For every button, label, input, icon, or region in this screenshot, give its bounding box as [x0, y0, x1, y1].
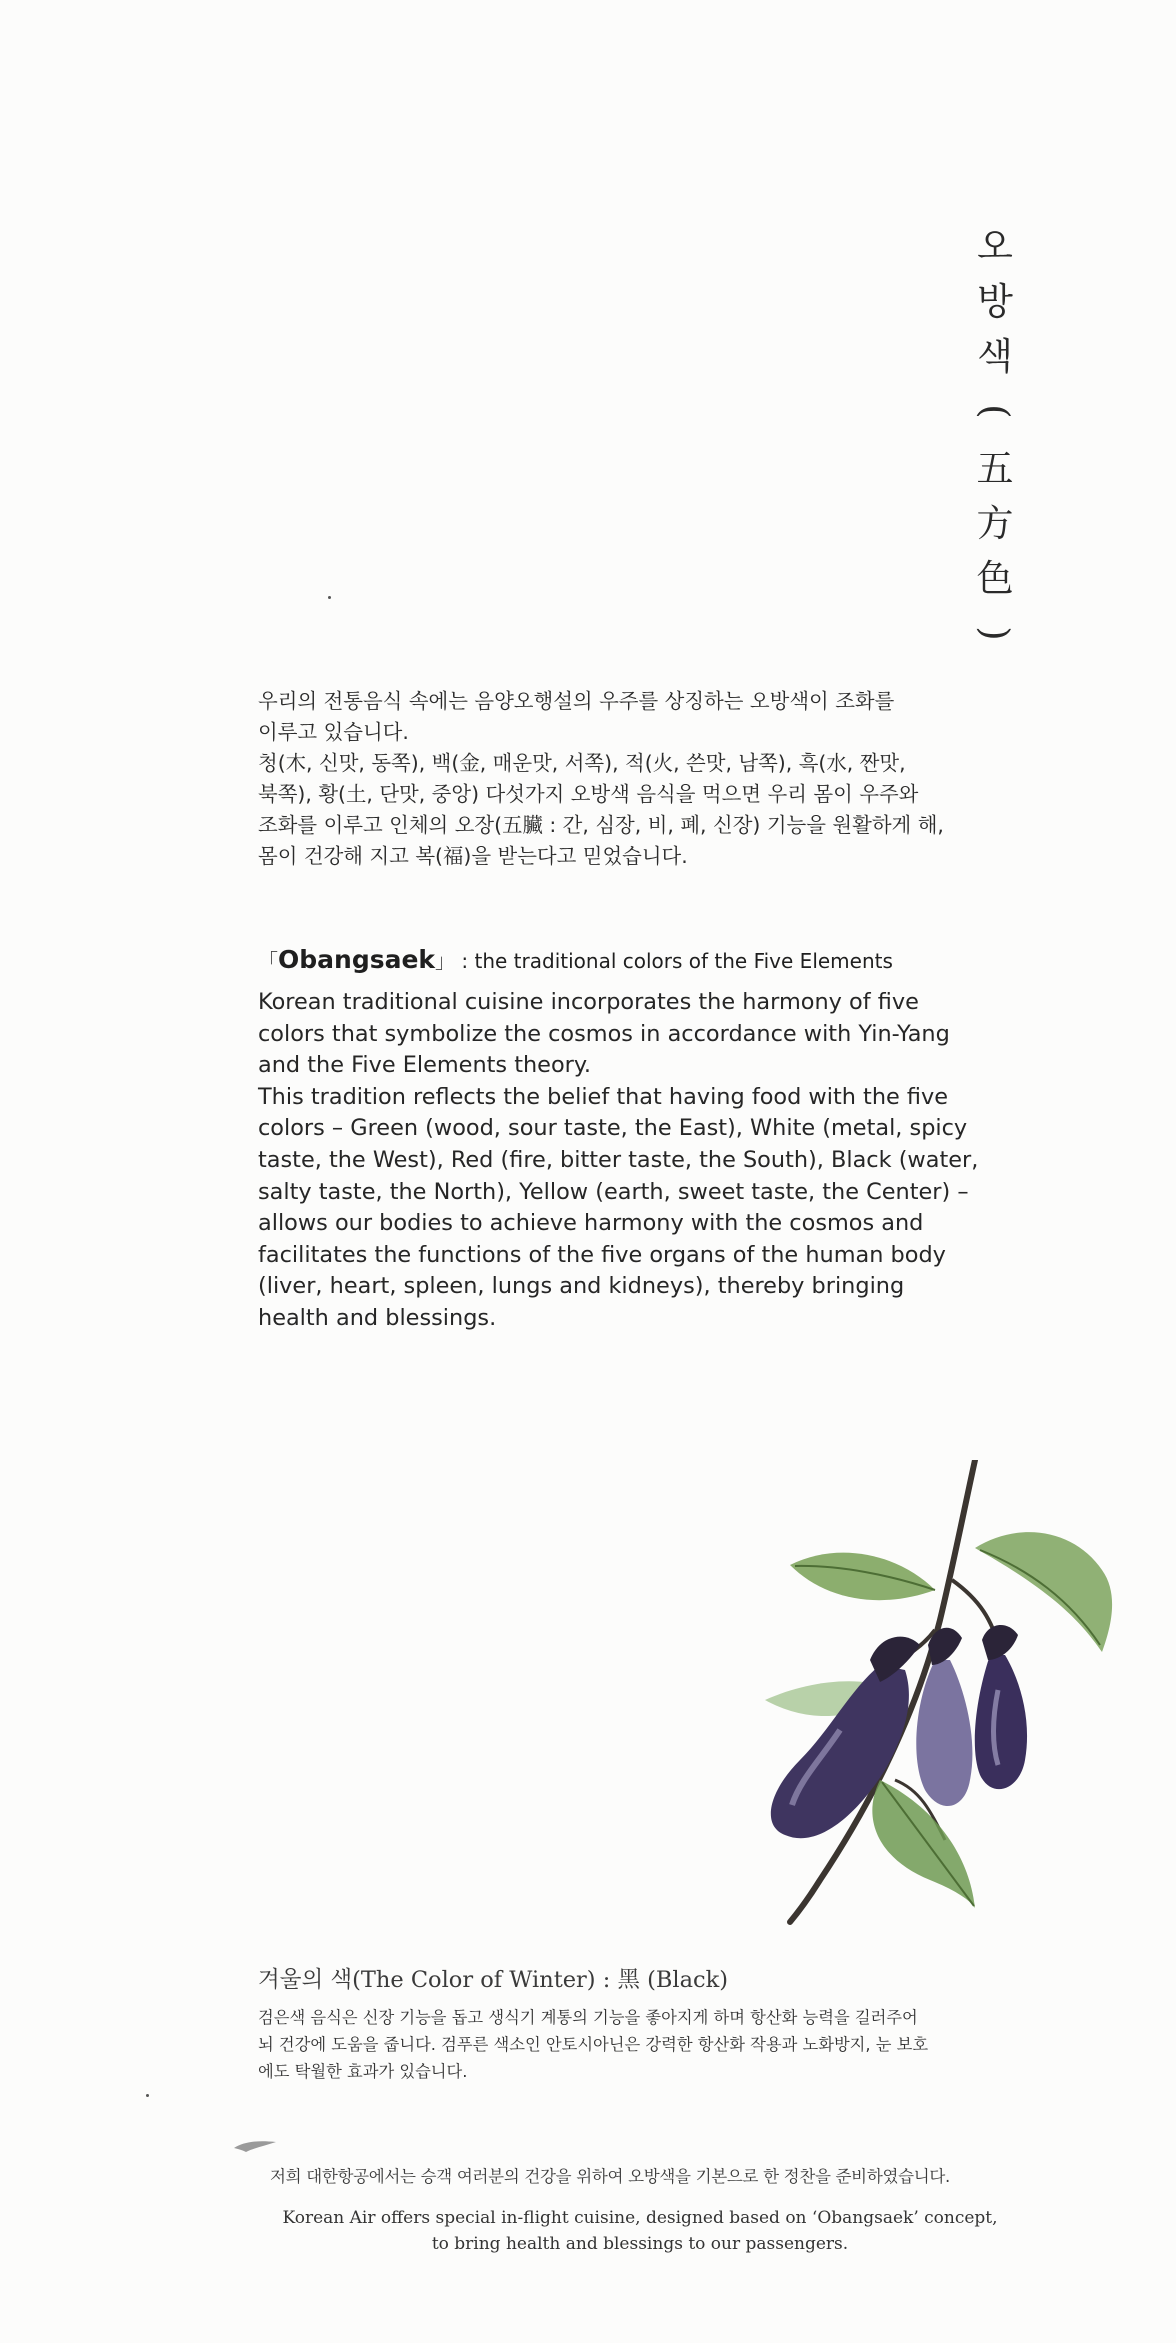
scan-speck — [328, 596, 331, 599]
english-body-line: (liver, heart, spleen, lungs and kidneys), thereby bringing — [258, 1273, 905, 1300]
heading-term: Obangsaek — [278, 945, 436, 974]
heading-close-bracket: 」 — [435, 949, 456, 973]
english-body-line: facilitates the functions of the five organs of the human body — [258, 1241, 946, 1268]
title-paren-close: ) — [973, 626, 1017, 641]
leaf — [790, 1553, 935, 1601]
calyx — [982, 1625, 1018, 1660]
title-paren-open: ( — [973, 404, 1017, 419]
footer-korean: 저희 대한항공에서는 승객 여러분의 건강을 위하여 오방색을 기본으로 한 정찬을 준비하였습니다. — [270, 2167, 950, 2186]
scan-speck — [146, 2094, 149, 2097]
english-body-line: colors that symbolize the cosmos in accordance with Yin-Yang — [258, 1020, 950, 1047]
winter-body-line: 에도 탁월한 효과가 있습니다. — [258, 2062, 468, 2081]
english-body-line: health and blessings. — [258, 1304, 497, 1331]
footer-english-line: to bring health and blessings to our passengers. — [431, 2234, 849, 2254]
korean-intro-line: 우리의 전통음식 속에는 음양오행설의 우주를 상징하는 오방색이 조화를 — [258, 689, 895, 713]
english-body — [258, 987, 1016, 1335]
korean-intro-line: 청(木, 신맛, 동쪽), 백(金, 매운맛, 서쪽), 적(火, 쓴맛, 남쪽), 흑(水, 짠맛, — [258, 751, 906, 775]
eggplant-illustration — [730, 1460, 1130, 1930]
english-body-line: allows our bodies to achieve harmony with the cosmos and — [258, 1210, 924, 1237]
winter-body-line: 뇌 건강에 도움을 줍니다. 검푸른 색소인 안토시아닌은 강력한 항산화 작용과 노화방지, 눈 보호 — [258, 2035, 929, 2054]
title-char-2: 방 — [977, 280, 1013, 323]
vertical-title — [965, 225, 1025, 652]
korean-intro-line: 북쪽), 황(土, 단맛, 중앙) 다섯가지 오방색 음식을 먹으면 우리 몸이 우주와 — [258, 782, 919, 806]
english-heading — [258, 944, 1058, 977]
title-char-3: 색 — [977, 335, 1013, 378]
heading-open-bracket: 「 — [258, 949, 278, 973]
winter-title: 겨울의 색(The Color of Winter) : 黑 (Black) — [258, 1967, 729, 1993]
english-body-line: Korean traditional cuisine incorporates the harmony of five — [258, 989, 919, 1015]
bird-logo-icon — [232, 2138, 278, 2158]
english-body-line: and the Five Elements theory. — [258, 1052, 592, 1079]
title-hanja-1: 五 — [976, 447, 1014, 490]
title-hanja-2: 方 — [976, 502, 1014, 545]
title-char-1: 오 — [977, 225, 1013, 268]
english-body-line: This tradition reflects the belief that having food with the five — [258, 1083, 949, 1110]
korean-intro-line: 이루고 있습니다. — [258, 720, 409, 744]
korean-intro-line: 조화를 이루고 인체의 오장(五臟 : 간, 심장, 비, 폐, 신장) 기능을 원활하게 해, — [258, 813, 944, 837]
footer-english — [240, 2205, 1040, 2257]
title-hanja-3: 色 — [976, 557, 1014, 600]
korean-intro-line: 몸이 건강해 지고 복(福)을 받는다고 믿었습니다. — [258, 844, 688, 868]
eggplant — [975, 1655, 1027, 1789]
eggplant — [916, 1660, 972, 1806]
english-body-line: colors – Green (wood, sour taste, the East), White (metal, spicy — [258, 1115, 968, 1142]
english-body-line: taste, the West), Red (fire, bitter taste, the South), Black (water, — [258, 1146, 979, 1173]
winter-body-line: 검은색 음식은 신장 기능을 돕고 생식기 계통의 기능을 좋아지게 하며 항산화 능력을 길러주어 — [258, 2008, 918, 2027]
heading-subtitle: : the traditional colors of the Five Elements — [461, 949, 893, 973]
winter-body — [258, 2004, 1018, 2085]
korean-intro — [258, 686, 1030, 872]
footer-english-line: Korean Air offers special in-flight cuisine, designed based on ‘Obangsaek’ concept, — [282, 2208, 998, 2228]
english-body-line: salty taste, the North), Yellow (earth, sweet taste, the Center) – — [258, 1178, 969, 1205]
